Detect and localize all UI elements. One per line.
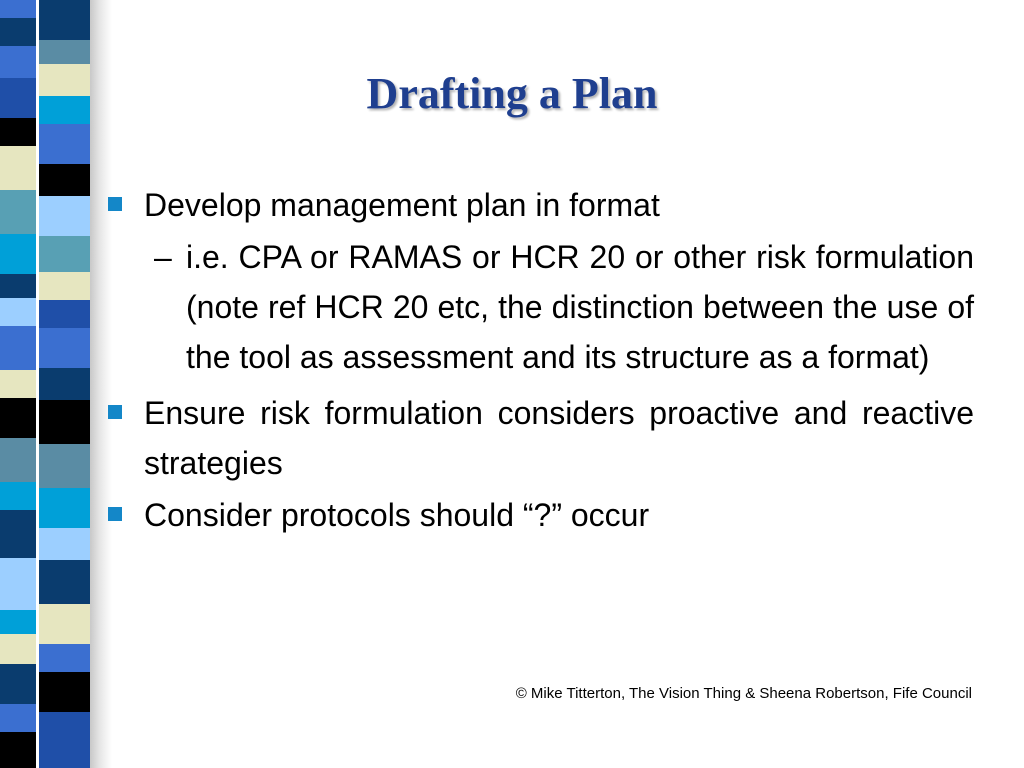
stripe-right-segment-16 (38, 528, 90, 560)
stripe-left-segment-14 (0, 438, 38, 482)
stripe-left-segment-19 (0, 634, 38, 664)
slide-title: Drafting a Plan (366, 69, 658, 118)
stripe-right-segment-4 (38, 96, 90, 124)
bullet-item-2 (104, 388, 974, 488)
stripe-right-segment-19 (38, 644, 90, 672)
stripe-right-segment-13 (38, 400, 90, 444)
stripe-left-segment-9 (0, 274, 38, 298)
stripe-left-segment-21 (0, 704, 38, 732)
stripe-left-segment-22 (0, 732, 38, 768)
sub-bullet-item-1 (104, 232, 974, 382)
stripe-divider (36, 0, 39, 768)
bullet-item-1 (104, 180, 974, 230)
stripe-left-segment-18 (0, 610, 38, 634)
decorative-stripe-column-right (38, 0, 90, 768)
stripe-right-segment-20 (38, 672, 90, 712)
stripe-left-segment-6 (0, 146, 38, 190)
stripe-right-segment-1 (38, 0, 90, 40)
stripe-left-segment-20 (0, 664, 38, 704)
stripe-left-segment-15 (0, 482, 38, 510)
stripe-left-segment-10 (0, 298, 38, 326)
stripe-right-segment-10 (38, 300, 90, 328)
stripe-right-segment-9 (38, 272, 90, 300)
bullet-text: Consider protocols should “?” occur (144, 497, 650, 533)
stripe-left-segment-12 (0, 370, 38, 398)
stripe-right-segment-3 (38, 64, 90, 96)
stripe-right-segment-5 (38, 124, 90, 164)
bullet-item-3 (104, 490, 974, 540)
stripe-left-segment-5 (0, 118, 38, 146)
stripe-right-segment-11 (38, 328, 90, 368)
slide-content (104, 180, 974, 542)
stripe-right-segment-14 (38, 444, 90, 488)
square-bullet-icon (108, 405, 122, 419)
stripe-left-segment-3 (0, 46, 38, 78)
sub-bullet-text: i.e. CPA or RAMAS or HCR 20 or other risk formulation (note ref HCR 20 etc, the distinction between the use of the tool as assessment and its structure as a format) (186, 239, 974, 375)
stripe-right-segment-2 (38, 40, 90, 64)
copyright-footer: © Mike Titterton, The Vision Thing & Sheena Robertson, Fife Council (515, 685, 972, 702)
stripe-left-segment-7 (0, 190, 38, 234)
stripe-left-segment-11 (0, 326, 38, 370)
stripe-right-segment-12 (38, 368, 90, 400)
stripe-right-segment-8 (38, 236, 90, 272)
decorative-stripe-column-left (0, 0, 38, 768)
stripe-left-segment-17 (0, 558, 38, 610)
stripe-left-segment-4 (0, 78, 38, 118)
square-bullet-icon (108, 197, 122, 211)
stripe-left-segment-13 (0, 398, 38, 438)
stripe-right-segment-21 (38, 712, 90, 768)
stripe-right-segment-18 (38, 604, 90, 644)
stripe-left-segment-1 (0, 0, 38, 18)
stripe-left-segment-8 (0, 234, 38, 274)
bullet-text: Develop management plan in format (144, 187, 660, 223)
stripe-left-segment-2 (0, 18, 38, 46)
square-bullet-icon (108, 507, 122, 521)
stripe-right-segment-6 (38, 164, 90, 196)
stripe-right-segment-15 (38, 488, 90, 528)
bullet-text: Ensure risk formulation considers proactive and reactive strategies (144, 395, 974, 481)
stripe-right-segment-7 (38, 196, 90, 236)
dash-bullet-icon: – (154, 239, 172, 275)
stripe-right-segment-17 (38, 560, 90, 604)
stripe-left-segment-16 (0, 510, 38, 558)
